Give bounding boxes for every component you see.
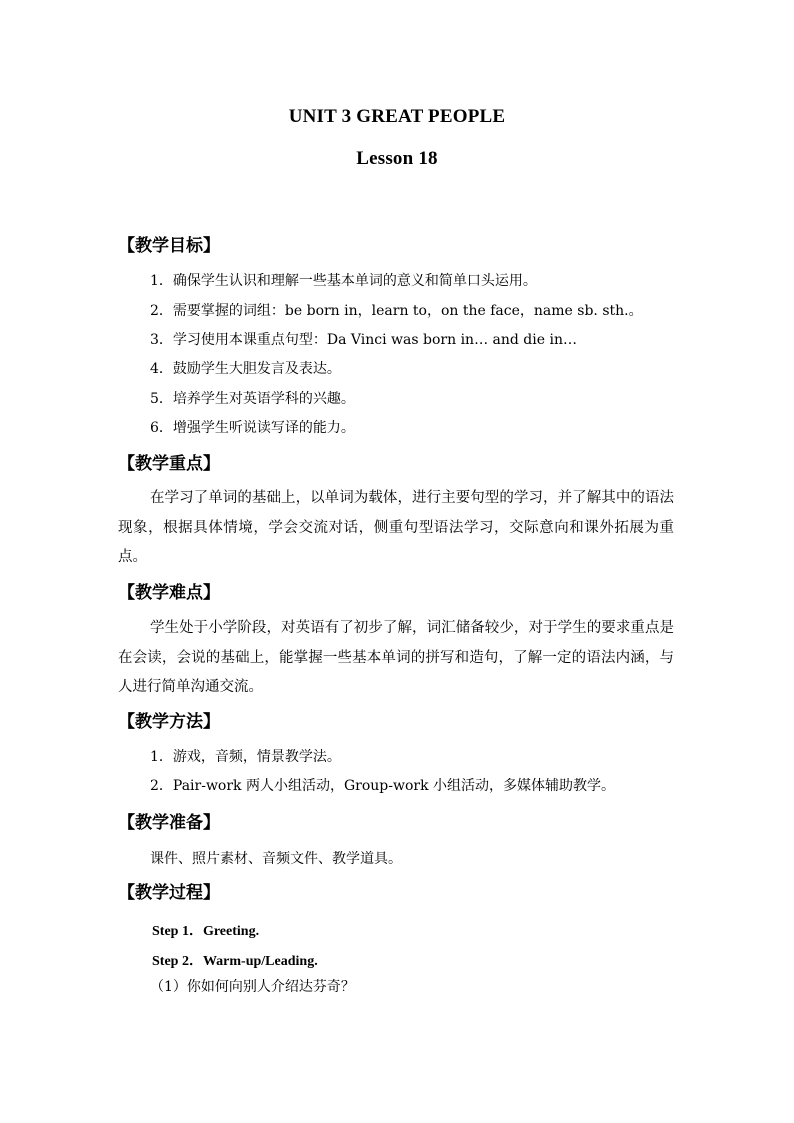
- key-points-paragraph: 在学习了单词的基础上，以单词为载体，进行主要句型的学习，并了解其中的语法现象，根据具体情境，学会交流对话，侧重句型语法学习，交际意向和课外拓展为重点。: [118, 490, 674, 565]
- heading-key-points: 【教学重点】: [118, 454, 220, 474]
- process-step: Step 1．Greeting.: [152, 924, 260, 939]
- objective-item: 6．增强学生听说读写译的能力。: [150, 420, 355, 436]
- objective-item: 5．培养学生对英语学科的兴趣。: [150, 391, 355, 407]
- heading-objectives: 【教学目标】: [118, 236, 220, 256]
- heading-preparation: 【教学准备】: [118, 813, 220, 833]
- preparation-text: 课件、照片素材、音频文件、教学道具。: [150, 851, 402, 867]
- document-title: UNIT 3 GREAT PEOPLE: [288, 106, 506, 127]
- objective-item: 1．确保学生认识和理解一些基本单词的意义和简单口头运用。: [150, 273, 537, 289]
- heading-difficulties: 【教学难点】: [118, 583, 220, 603]
- process-sub-item: （1）你如何向别人介绍达芬奇？: [150, 979, 355, 995]
- objective-item: 4．鼓励学生大胆发言及表达。: [150, 361, 341, 377]
- process-step: Step 2．Warm-up/Leading.: [152, 954, 318, 969]
- objective-item: 3．学习使用本课重点句型：Da Vinci was born in… and die in…: [150, 332, 577, 348]
- difficulties-paragraph: 学生处于小学阶段，对英语有了初步了解，词汇储备较少，对于学生的要求重点是在会读，会说的基础上，能掌握一些基本单词的拼写和造句，了解一定的语法内涵，与人进行简单沟通交流。: [118, 620, 674, 695]
- method-item: 2．Pair-work 两人小组活动，Group-work 小组活动，多媒体辅助教学。: [150, 778, 616, 794]
- lesson-title: Lesson 18: [356, 148, 438, 169]
- objective-item: 2．需要掌握的词组：be born in，learn to，on the face，name sb. sth.。: [150, 303, 643, 319]
- heading-process: 【教学过程】: [118, 883, 220, 903]
- heading-methods: 【教学方法】: [118, 712, 220, 732]
- method-item: 1．游戏，音频，情景教学法。: [150, 749, 341, 765]
